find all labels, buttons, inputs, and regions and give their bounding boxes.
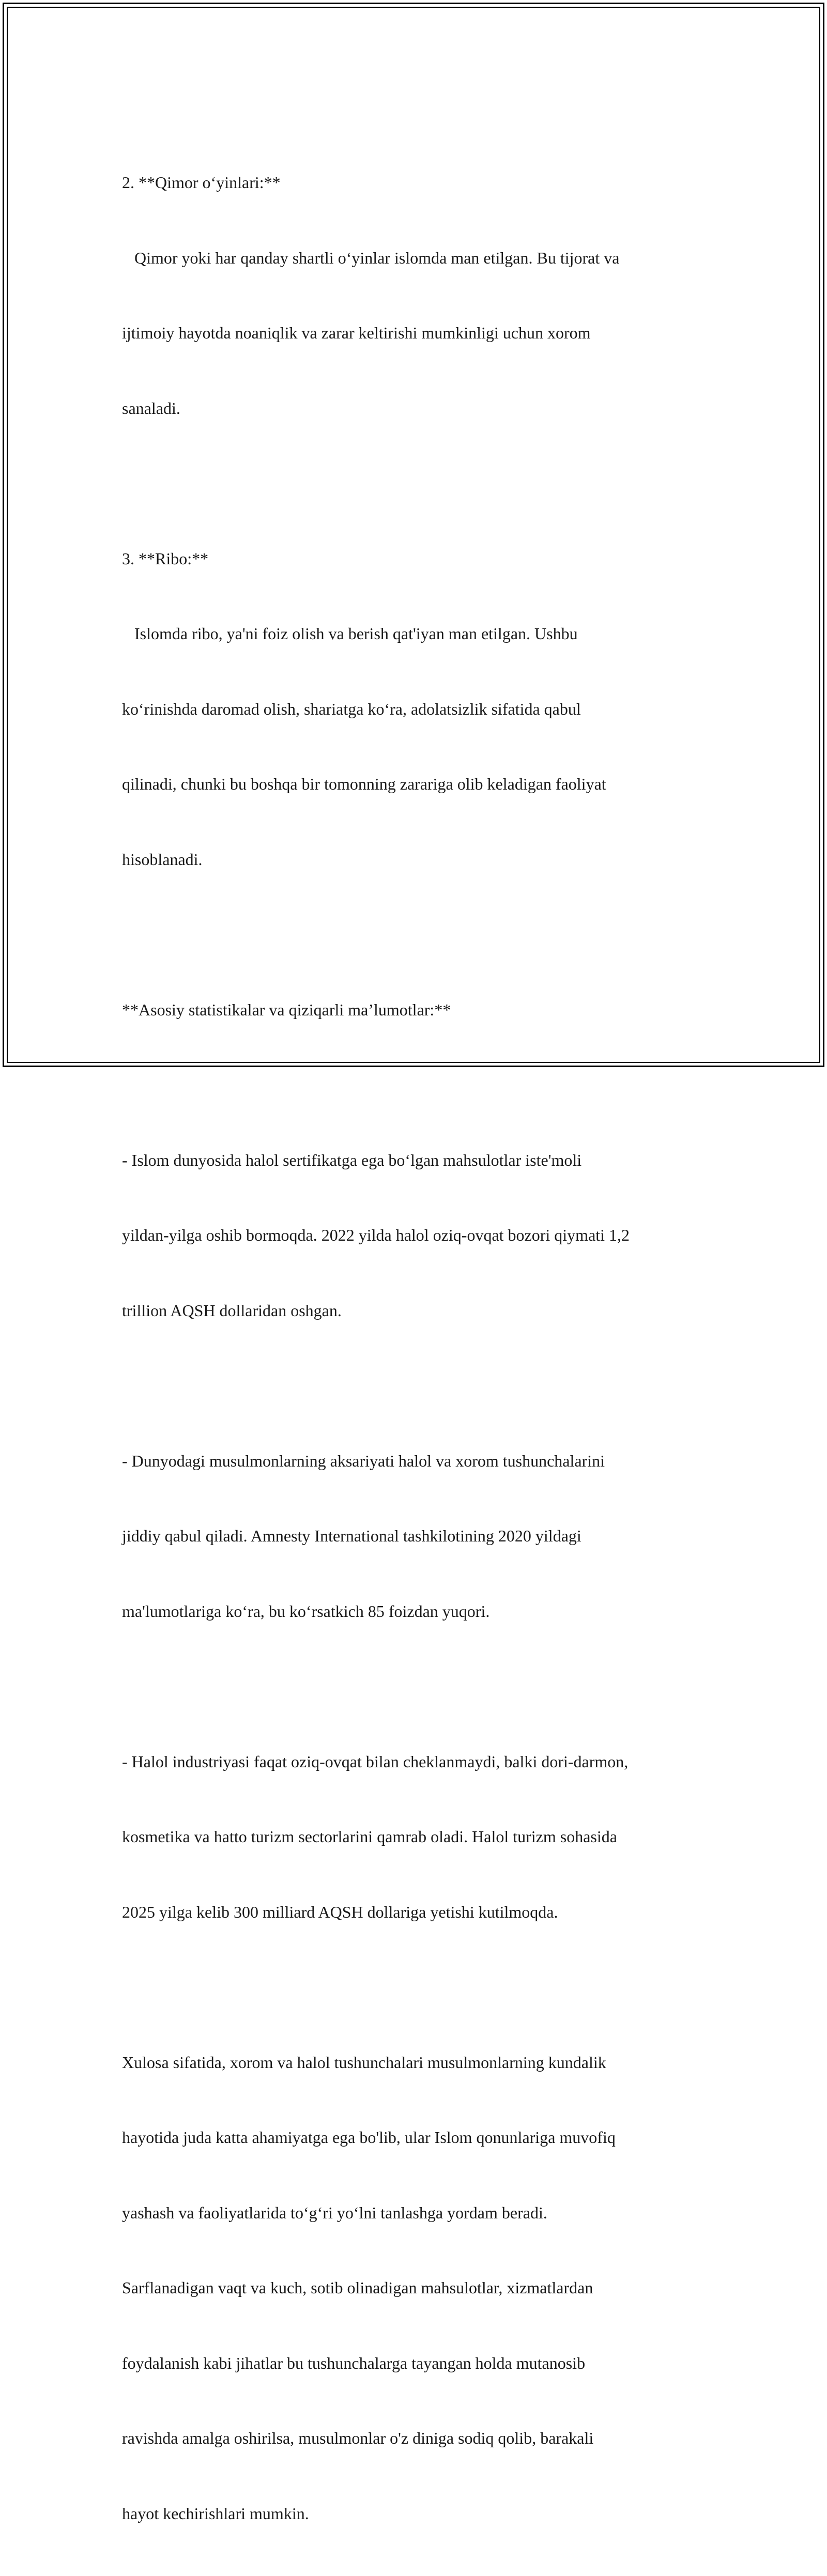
section-heading: 3. **Ribo:**	[122, 546, 706, 572]
body-line: Islomda ribo, ya'ni foiz olish va berish qat'iyan man etilgan. Ushbu	[122, 621, 706, 646]
body-line: hayot kechirishlari mumkin.	[122, 2501, 706, 2526]
conclusion	[122, 2000, 706, 2576]
body-line: Xulosa sifatida, xorom va halol tushunchalari musulmonlarning kundalik	[122, 2050, 706, 2075]
body-line: trillion AQSH dollaridan oshgan.	[122, 1298, 706, 1323]
body-line: - Dunyodagi musulmonlarning aksariyati halol va xorom tushunchalarini	[122, 1448, 706, 1474]
body-line: Qimor yoki har qanday shartli o‘yinlar islomda man etilgan. Bu tijorat va	[122, 245, 706, 271]
body-line: Sarflanadigan vaqt va kuch, sotib olinadigan mahsulotlar, xizmatlardan	[122, 2275, 706, 2301]
section-gambling	[122, 120, 706, 471]
stats-item	[122, 1699, 706, 1975]
section-riba	[122, 496, 706, 922]
stats-heading: **Asosiy statistikalar va qiziqarli ma’lumotlar:**	[122, 997, 706, 1023]
body-line: - Islom dunyosida halol sertifikatga ega bo‘lgan mahsulotlar iste'moli	[122, 1148, 706, 1173]
body-line: hayotida juda katta ahamiyatga ega bo'lib, ular Islom qonunlariga muvofiq	[122, 2125, 706, 2150]
body-line: yildan-yilga oshib bormoqda. 2022 yilda halol oziq-ovqat bozori qiymati 1,2	[122, 1223, 706, 1248]
stats-item	[122, 1098, 706, 1374]
body-line: ma'lumotlariga ko‘ra, bu ko‘rsatkich 85 foizdan yuqori.	[122, 1599, 706, 1624]
body-line: yashash va faoliyatlarida to‘g‘ri yo‘lni tanlashga yordam beradi.	[122, 2200, 706, 2226]
body-line: kosmetika va hatto turizm sectorlarini qamrab oladi. Halol turizm sohasida	[122, 1824, 706, 1849]
stats-heading-block	[122, 947, 706, 1073]
body-line: sanaladi.	[122, 396, 706, 421]
stats-item	[122, 1398, 706, 1674]
body-line: hisoblanadi.	[122, 847, 706, 872]
body-line: ijtimoiy hayotda noaniqlik va zarar keltirishi mumkinligi uchun xorom	[122, 320, 706, 346]
body-line: foydalanish kabi jihatlar bu tushunchalarga tayangan holda mutanosib	[122, 2351, 706, 2376]
body-line: - Halol industriyasi faqat oziq-ovqat bilan cheklanmaydi, balki dori-darmon,	[122, 1749, 706, 1775]
body-line: ravishda amalga oshirilsa, musulmonlar o'z diniga sodiq qolib, barakali	[122, 2426, 706, 2451]
body-line: 2025 yilga kelib 300 milliard AQSH dollariga yetishi kutilmoqda.	[122, 1900, 706, 1925]
body-line: qilinadi, chunki bu boshqa bir tomonning zarariga olib keladigan faoliyat	[122, 772, 706, 797]
body-line: ko‘rinishda daromad olish, shariatga ko‘ra, adolatsizlik sifatida qabul	[122, 697, 706, 722]
document-body	[122, 120, 706, 2576]
body-line: jiddiy qabul qiladi. Amnesty International tashkilotining 2020 yildagi	[122, 1523, 706, 1549]
section-heading: 2. **Qimor o‘yinlari:**	[122, 170, 706, 195]
